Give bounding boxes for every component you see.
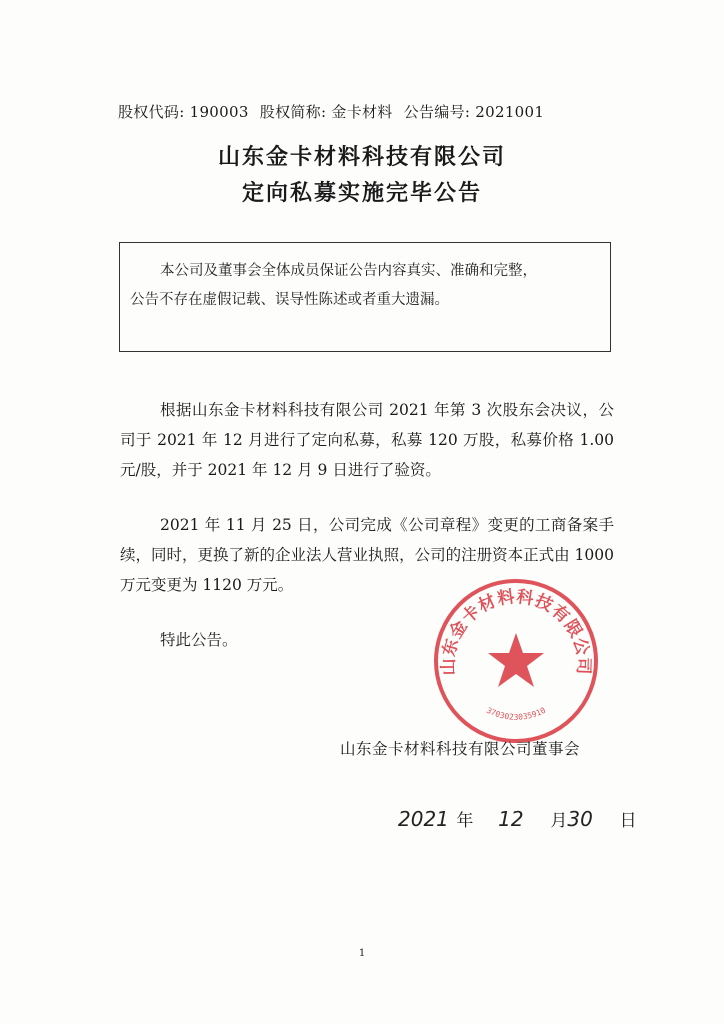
date-year-unit: 年 bbox=[456, 811, 474, 831]
seal-text: 山东金卡材料科技有限公司 bbox=[438, 587, 594, 676]
date-day-unit: 日 bbox=[619, 811, 637, 831]
date-day: 30 bbox=[567, 807, 593, 831]
paragraph-text: 特此公告。 bbox=[160, 631, 238, 649]
disclaimer-line-2: 公告不存在虚假记载、误导性陈述或者重大遗漏。 bbox=[130, 292, 449, 308]
date-month-unit: 月 bbox=[550, 811, 568, 831]
svg-text:3703023035910 bbox=[485, 706, 547, 722]
seal-star-icon bbox=[488, 633, 544, 687]
signer: 山东金卡材料科技有限公司董事会 bbox=[340, 740, 581, 758]
stock-code: 股权代码: 190003 bbox=[118, 103, 249, 121]
disclaimer-box bbox=[119, 242, 611, 352]
body-paragraph-1 bbox=[120, 395, 614, 485]
notice-title: 定向私募实施完毕公告 bbox=[241, 180, 482, 206]
company-title: 山东金卡材料科技有限公司 bbox=[217, 144, 506, 170]
notice-number: 公告编号: 2021001 bbox=[403, 103, 545, 121]
header-info bbox=[118, 101, 618, 122]
signature-date bbox=[398, 806, 637, 831]
stock-name: 股权简称: 金卡材料 bbox=[259, 103, 393, 121]
paragraph-text: 根据山东金卡材料科技有限公司 2021 年第 3 次股东会决议，公司于 2021 年 12 月进行了定向私募，私募 120 万股，私募价格 1.00 元/股，并于 2021 年 12 月 9 日进行了验资。 bbox=[120, 401, 614, 479]
company-seal bbox=[432, 577, 600, 745]
date-year: 2021 bbox=[398, 807, 449, 831]
seal-code: 3703023035910 bbox=[484, 705, 548, 722]
page-number: 1 bbox=[358, 948, 366, 959]
paragraph-text: 2021 年 11 月 25 日，公司完成《公司章程》变更的工商备案手续，同时，更换了新的企业法人营业执照，公司的注册资本正式由 1000 万元变更为 1120 万元。 bbox=[120, 516, 614, 594]
disclaimer-line-1: 本公司及董事会全体成员保证公告内容真实、准确和完整， bbox=[160, 263, 537, 279]
date-month: 12 bbox=[498, 807, 524, 831]
